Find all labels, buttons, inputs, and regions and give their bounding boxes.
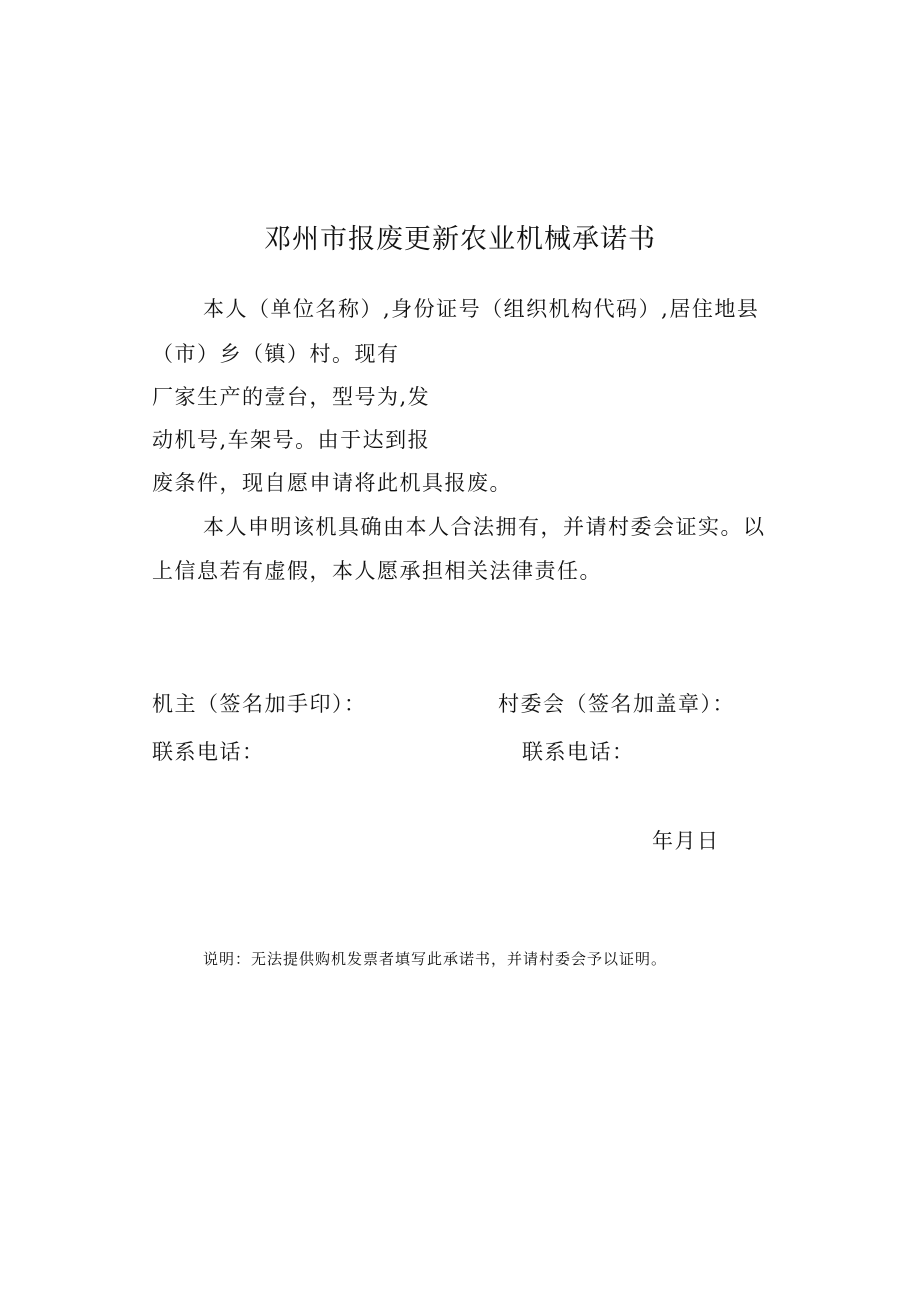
paragraph1-line4: 动机号,车架号。由于达到报 — [152, 428, 431, 452]
village-signature-label: 村委会（签名加盖章）： — [498, 692, 735, 716]
village-phone-label: 联系电话： — [522, 740, 635, 764]
paragraph2-line2: 上信息若有虚假，本人愿承担相关法律责任。 — [152, 559, 602, 583]
paragraph1-line1: 本人（单位名称）,身份证号（组织机构代码）,居住地县 — [203, 297, 760, 321]
paragraph1-line2: （市）乡（镇）村。现有 — [152, 342, 400, 366]
paragraph2-line1: 本人申明该机具确由本人合法拥有，并请村委会证实。以 — [203, 515, 766, 539]
paragraph1-line3: 厂家生产的壹台，型号为,发 — [152, 385, 431, 409]
paragraph1-line5: 废条件，现自愿申请将此机具报废。 — [152, 471, 512, 495]
owner-signature-label: 机主（签名加手印）： — [152, 692, 367, 716]
date-label: 年月日 — [652, 829, 720, 853]
note-text: 说明：无法提供购机发票者填写此承诺书，并请村委会予以证明。 — [203, 950, 668, 968]
owner-phone-label: 联系电话： — [152, 740, 265, 764]
document-title: 邓州市报废更新农业机械承诺书 — [264, 224, 656, 255]
